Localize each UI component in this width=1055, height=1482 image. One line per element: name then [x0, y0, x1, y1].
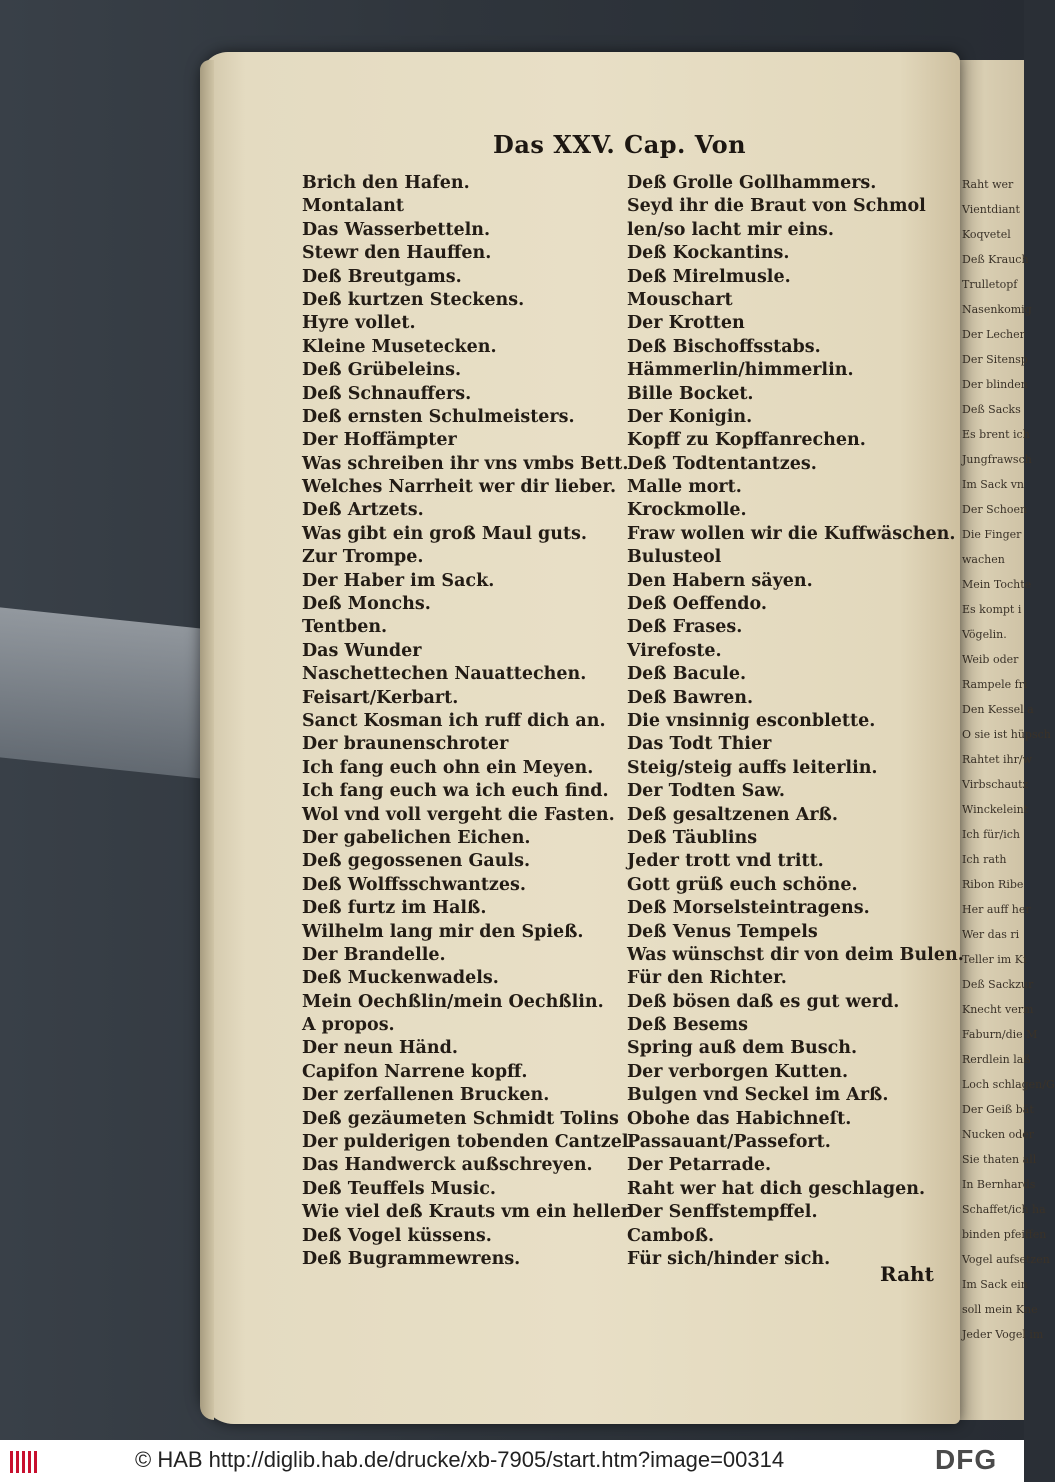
left-entry: Ich fang euch ohn ein Meyen. [302, 757, 594, 778]
right-entry: Das Todt Thier [627, 734, 772, 755]
right-entry: Deß Mirelmusle. [627, 266, 791, 287]
right-entry: Jeder trott vnd tritt. [627, 851, 824, 872]
right-entry: Für sich/hinder sich. [627, 1248, 831, 1269]
left-entry: Deß Breutgams. [302, 266, 462, 287]
left-entry: Das Handwerck außschreyen. [302, 1155, 593, 1176]
right-entry: Bulusteol [627, 547, 722, 568]
right-entry: Für den Richter. [627, 968, 787, 989]
left-entry: Der Brandelle. [302, 944, 446, 965]
next-page-fragment: Der Lecher [962, 328, 1025, 341]
right-entry: Deß Grolle Gollhammers. [627, 173, 877, 193]
left-entry: Sanct Kosman ich ruff dich an. [302, 710, 606, 731]
next-page-fragment: Deß Sacks [962, 403, 1021, 416]
next-page-fragment: Nucken oder [962, 1128, 1035, 1141]
left-entry: Wie viel deß Krauts vm ein heller. [302, 1202, 635, 1223]
left-entry: Zur Trompe. [302, 547, 424, 568]
next-page-fragment: wachen [962, 553, 1005, 566]
right-entry: Deß gesaltzenen Arß. [627, 804, 838, 825]
next-page-fragment: Weib oder [962, 653, 1019, 666]
right-entry: Seyd ihr die Braut von Schmol [627, 196, 926, 217]
right-entry: Fraw wollen wir die Kuffwäschen. [627, 523, 956, 544]
next-page-fragment: Der Geiß bät [962, 1103, 1034, 1116]
left-entry: Deß ernsten Schulmeisters. [302, 406, 575, 427]
left-entry: Der Haber im Sack. [302, 570, 495, 591]
left-column [302, 172, 635, 1271]
right-entry: Virefoste. [627, 640, 722, 661]
next-page-fragment: Die Finger [962, 528, 1022, 541]
next-page-fragment: Her auff her [962, 903, 1031, 916]
page-gutter [200, 60, 214, 1420]
right-entry: Der verborgen Kutten. [627, 1061, 849, 1082]
left-entry: Kleine Musetecken. [302, 336, 497, 357]
left-entry: Naschettechen Nauattechen. [302, 664, 587, 685]
left-entry: Der gabelichen Eichen. [302, 827, 531, 848]
right-entry: Krockmolle. [627, 500, 747, 521]
right-entry: Deß bösen daß es gut werd. [627, 991, 900, 1012]
next-page-fragment: soll mein Kne [962, 1303, 1038, 1316]
left-entry: Das Wasserbetteln. [302, 219, 491, 240]
next-page-fragment: Ribon Ribe [962, 878, 1024, 891]
right-entry: Der Krotten [627, 313, 745, 334]
right-entry: len/so lacht mir eins. [627, 219, 834, 240]
left-entry: Deß Grübeleins. [302, 360, 462, 381]
next-page-fragment: Rerdlein laß [962, 1053, 1031, 1066]
left-entry: Wol vnd voll vergeht die Fasten. [302, 804, 615, 825]
left-entry: Der Hoffämpter [302, 430, 457, 451]
left-entry: Das Wunder [302, 640, 422, 661]
next-page-fragment: Im Sack ein [962, 1278, 1028, 1291]
right-entry: Deß Todtentantzes. [627, 453, 817, 474]
next-page-fragment: binden pfeiffen [962, 1228, 1047, 1241]
left-entry: Deß Monchs. [302, 594, 431, 615]
next-page-fragment: Faburn/die M [962, 1028, 1038, 1041]
right-entry: Was wünschst dir von deim Bulen. [627, 944, 964, 965]
left-entry: Brich den Hafen. [302, 173, 470, 193]
right-entry: Der Senffstempffel. [627, 1202, 818, 1223]
next-page-fragment: Sie thaten all [962, 1153, 1037, 1166]
right-entry: Gott grüß euch schöne. [627, 874, 858, 895]
next-page-fragment: Teller im Ki [962, 953, 1027, 966]
left-entry: Deß Schnauffers. [302, 383, 472, 404]
left-entry: Deß Muckenwadels. [302, 968, 499, 989]
next-page-fragment: Der Sitensp [962, 353, 1028, 366]
left-entry: Deß furtz im Halß. [302, 898, 487, 919]
left-entry: Der pulderigen tobenden Cantzel. [302, 1132, 635, 1153]
right-entry: Deß Morselsteintragens. [627, 898, 870, 919]
left-entry: Hyre vollet. [302, 313, 416, 334]
right-column [627, 172, 964, 1271]
right-entry: Deß Venus Tempels [627, 921, 818, 942]
right-entry: Camboß. [627, 1225, 715, 1246]
right-entry: Spring auß dem Busch. [627, 1038, 858, 1059]
page-header: Das XXV. Cap. Von [493, 130, 747, 159]
left-entry: Deß Teuffels Music. [302, 1178, 497, 1199]
right-entry: Deß Bischoffsstabs. [627, 336, 821, 357]
left-entry: Was gibt ein groß Maul guts. [302, 523, 587, 544]
left-entry: Montalant [302, 196, 404, 217]
right-entry: Steig/steig auffs leiterlin. [627, 757, 878, 778]
catchword: Raht [880, 1262, 934, 1286]
right-entry: Deß Besems [627, 1015, 748, 1036]
right-entry: Bille Bocket. [627, 383, 754, 404]
next-page-fragment: Mein Tochte [962, 578, 1032, 591]
right-entry: Den Habern säyen. [627, 570, 813, 591]
next-page-fragment: Vientdiant [962, 203, 1020, 216]
left-entry: Der braunenschroter [302, 734, 509, 755]
next-page-fragment: Virbschautz [962, 778, 1029, 791]
next-page-fragment: Wer das ri [962, 928, 1020, 941]
next-page-fragment: Deß Sackzur [962, 978, 1034, 991]
dfg-logo: DFG [935, 1444, 998, 1475]
right-entry: Deß Bacule. [627, 664, 747, 685]
next-page-fragment: Koqvetel [962, 228, 1011, 241]
left-entry: Deß Artzets. [302, 500, 424, 521]
right-entry: Kopff zu Kopffanrechen. [627, 430, 866, 451]
next-page-fragment: Rampele fri [962, 678, 1028, 691]
right-entry: Der Todten Saw. [627, 781, 785, 802]
right-entry: Passauant/Passefort. [627, 1132, 831, 1153]
next-page-fragment: Schaffet/ich ha [962, 1203, 1046, 1216]
left-entry: Was schreiben ihr vns vmbs Bett. [302, 453, 629, 474]
left-entry: Deß Vogel küssens. [302, 1225, 492, 1246]
next-page-fragment: Deß Krauch [962, 253, 1029, 266]
left-entry: Welches Narrheit wer dir lieber. [302, 477, 617, 498]
right-entry: Hämmerlin/himmerlin. [627, 360, 854, 381]
next-page-fragment: Es brent ich [962, 428, 1030, 441]
left-entry: Feisart/Kerbart. [302, 687, 459, 708]
hab-logo-icon [8, 1447, 42, 1475]
next-page-fragment: Der Schoen [962, 503, 1028, 516]
left-entry: A propos. [302, 1015, 395, 1036]
next-page-fragment: Vögelin. [962, 628, 1007, 641]
left-entry: Stewr den Hauffen. [302, 243, 492, 264]
left-entry: Deß gezäumeten Schmidt Tolins [302, 1108, 619, 1129]
next-page-fragment: O sie ist hüpsch [962, 728, 1051, 741]
right-entry: Die vnsinnig esconblette. [627, 710, 876, 731]
left-entry: Deß Bugrammewrens. [302, 1248, 521, 1269]
right-entry: Deß Täublins [627, 827, 758, 848]
next-page-fragment: Ich für/ich [962, 828, 1020, 841]
footer-copyright-link[interactable]: © HAB http://diglib.hab.de/drucke/xb-7905/start.htm?image=00314 [135, 1447, 785, 1472]
next-page-fragment: Jeder Vogel im [962, 1328, 1044, 1341]
next-page-fragment: Rahtet ihr/w [962, 753, 1033, 766]
next-page-fragment: Raht wer [962, 178, 1014, 191]
next-page-fragment: Trulletopf [962, 278, 1018, 291]
right-entry: Malle mort. [627, 477, 742, 498]
next-page-fragment: Nasenkomig [962, 303, 1032, 316]
next-page-fragment: Loch schlagen/G [962, 1078, 1055, 1091]
left-entry: Deß Wolffsschwantzes. [302, 874, 526, 895]
right-entry: Deß Frases. [627, 617, 743, 638]
right-entry: Mouschart [627, 289, 733, 310]
next-page-fragment: Im Sack vn [962, 478, 1024, 491]
next-page-fragment: Ich rath [962, 853, 1007, 866]
next-page-fragment: Der blinden [962, 378, 1028, 391]
right-entry: Der Petarrade. [627, 1155, 772, 1176]
next-page-fragment: Es kompt i [962, 603, 1022, 616]
next-page-edge [958, 60, 1055, 1420]
left-entry: Ich fang euch wa ich euch find. [302, 781, 609, 802]
next-page-fragment: Den Kessel a [962, 703, 1034, 716]
right-entry: Bulgen vnd Seckel im Arß. [627, 1085, 889, 1106]
left-entry: Deß kurtzen Steckens. [302, 289, 525, 310]
left-entry: Mein Oechßlin/mein Oechßlin. [302, 991, 604, 1012]
left-entry: Deß gegossenen Gauls. [302, 851, 531, 872]
left-entry: Der neun Händ. [302, 1038, 458, 1059]
next-page-fragment: In Bernhards [962, 1178, 1036, 1191]
left-entry: Capifon Narrene kopff. [302, 1061, 528, 1082]
left-entry: Wilhelm lang mir den Spieß. [302, 921, 584, 942]
next-page-fragment: Jungfrawsch [962, 453, 1032, 466]
right-entry: Der Konigin. [627, 406, 753, 427]
right-entry: Raht wer hat dich geschlagen. [627, 1178, 926, 1199]
right-entry: Deß Oeffendo. [627, 594, 767, 615]
left-entry: Der zerfallenen Brucken. [302, 1085, 550, 1106]
next-page-fragment: Winckeleint [962, 803, 1029, 816]
left-entry: Tentben. [302, 617, 388, 638]
right-entry: Deß Bawren. [627, 687, 754, 708]
next-page-fragment: Knecht verm [962, 1003, 1034, 1016]
right-entry: Obohe das Habichneſt. [627, 1108, 852, 1129]
footer-bar [0, 1440, 1024, 1482]
next-page-fragment: Vogel aufsetzen [962, 1253, 1050, 1266]
right-entry: Deß Kockantins. [627, 243, 790, 264]
